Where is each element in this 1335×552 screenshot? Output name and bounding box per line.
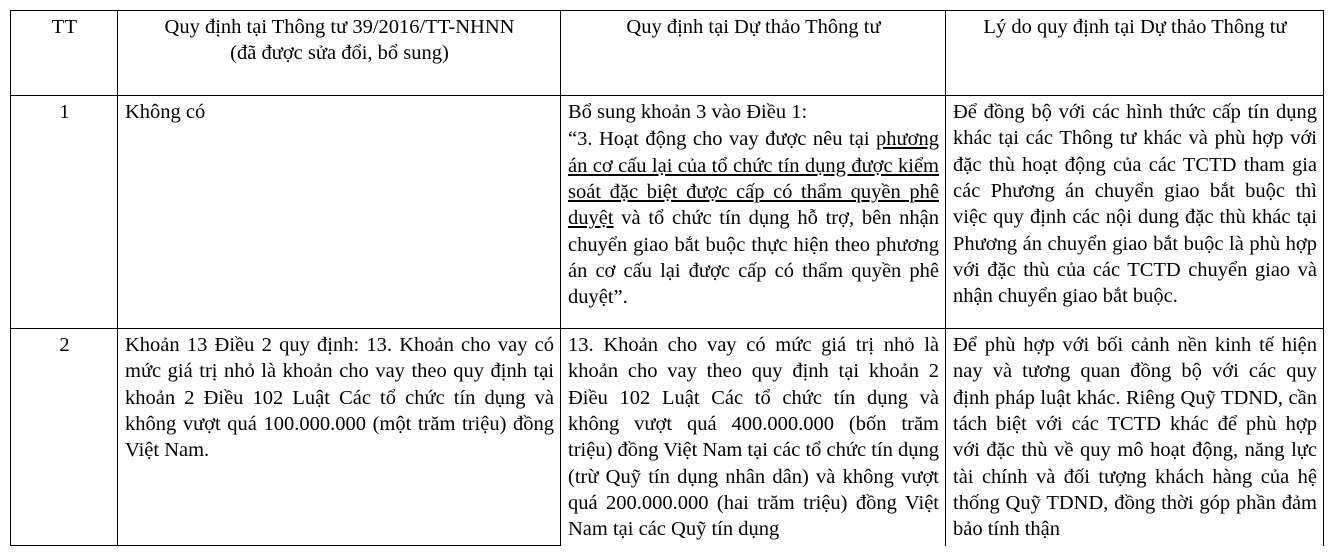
cell-draft-regulation — [561, 329, 946, 546]
cell-reason — [946, 96, 1324, 329]
draft-text-after-underline: và tổ chức tín dụng hỗ trợ, bên nhận chuyển giao bắt buộc thực hiện theo phương án cơ cấu lại được cấp có thẩm quyền phê duyệt”. — [568, 207, 939, 309]
cell-paragraph-lead: Bổ sung khoản 3 vào Điều 1: — [568, 101, 808, 123]
table-header — [11, 11, 1324, 96]
row-number: 2 — [11, 329, 118, 546]
cell-draft-regulation — [561, 96, 946, 329]
column-header-current-line1: Quy định tại Thông tư 39/2016/TT-NHNN — [164, 16, 515, 38]
cell-current-regulation — [118, 329, 561, 546]
table-body — [11, 96, 1324, 546]
cell-paragraph: Để phù hợp với bối cảnh nền kinh tế hiện nay và tương quan đồng bộ với các quy định pháp luật khác. Riêng Quỹ TDND, cần tách biệt với các TCTD khác để phù hợp với đặc thù về quy mô hoạt động, năng lực tài chính và đối tượng khách hàng của hệ thống Quỹ TDND, đồng thời góp phần đảm bảo tính thận — [953, 334, 1317, 541]
cell-reason — [946, 329, 1324, 546]
row-number: 1 — [11, 96, 118, 329]
column-header-reason: Lý do quy định tại Dự thảo Thông tư — [946, 11, 1324, 96]
column-header-tt: TT — [11, 11, 118, 96]
draft-text-before-underline: “3. Hoạt động cho vay được nêu tại — [568, 128, 877, 151]
cell-current-regulation — [118, 96, 561, 329]
table-row — [11, 96, 1324, 329]
cell-paragraph — [568, 126, 939, 310]
table-row — [11, 329, 1324, 546]
cell-paragraph: Không có — [125, 101, 206, 123]
column-header-current-line2: (đã được sửa đổi, bổ sung) — [230, 42, 449, 65]
cell-paragraph: 13. Khoản cho vay có mức giá trị nhỏ là khoản cho vay theo quy định tại khoản 2 Điều 102 Luật Các tổ chức tín dụng và không vượt quá 400.000.000 (bốn trăm triệu) đồng Việt Nam tại các tổ chức tín dụng (trừ Quỹ tín dụng nhân dân) và không vượt quá 200.000.000 (hai trăm triệu) đồng Việt Nam tại các Quỹ tín dụng — [568, 334, 939, 541]
table-header-row — [11, 11, 1324, 96]
draft-text-underlined: phương án cơ cấu lại của tổ chức tín dụng được kiểm soát đặc biệt được cấp có thẩm quyền phê duyệt — [568, 128, 939, 230]
comparison-table — [10, 10, 1324, 546]
column-header-draft-regulation: Quy định tại Dự thảo Thông tư — [561, 11, 946, 96]
cell-paragraph: Khoản 13 Điều 2 quy định: 13. Khoản cho vay có mức giá trị nhỏ là khoản cho vay theo quy định tại khoản 2 Điều 102 Luật Các tổ chức tín dụng và không vượt quá 100.000.000 (một trăm triệu) đồng Việt Nam. — [125, 334, 554, 462]
column-header-current-regulation — [118, 11, 561, 96]
cell-paragraph: Để đồng bộ với các hình thức cấp tín dụng khác tại các Thông tư khác và phù hợp với đặc thù hoạt động của các TCTD tham gia các Phương án chuyển giao bắt buộc thì việc quy định các nội dung đặc thù khác tại Phương án chuyển giao bắt buộc là phù hợp với đặc thù của các TCTD chuyển giao và nhận chuyển giao bắt buộc. — [953, 101, 1317, 308]
